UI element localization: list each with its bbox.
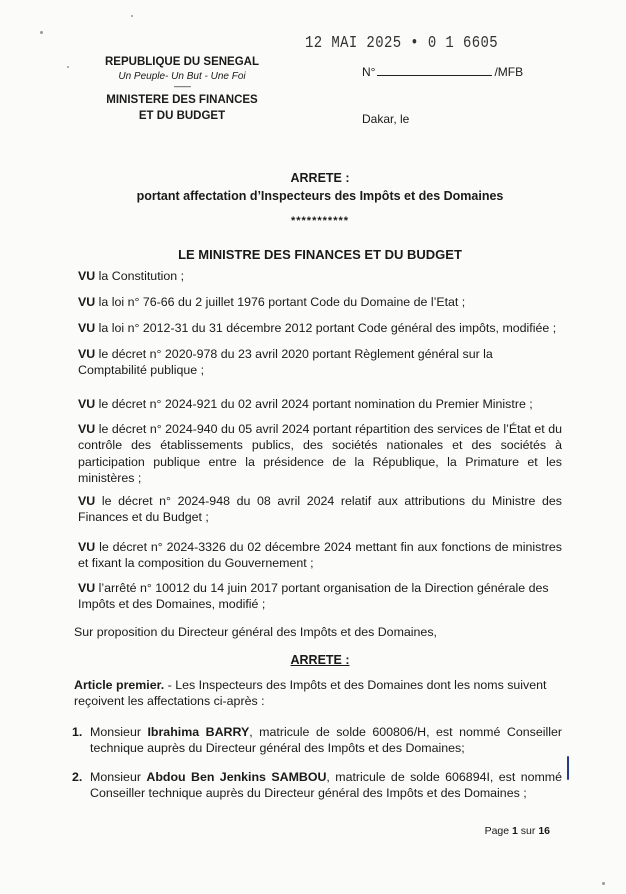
minister-heading: LE MINISTRE DES FINANCES ET DU BUDGET [178, 247, 462, 262]
visa-item [78, 396, 562, 412]
visa-label: VU [78, 321, 96, 335]
reference-prefix: N° [362, 65, 376, 79]
page-footer [485, 825, 550, 839]
visa-text: la loi n° 76-66 du 2 juillet 1976 portant Code du Domaine de l’Etat ; [95, 295, 466, 309]
visa-label: VU [78, 397, 96, 411]
item-number: 2. [72, 770, 83, 784]
reference-number [362, 64, 523, 81]
visa-item [78, 294, 562, 310]
item-title: Monsieur [90, 770, 147, 784]
arrete-heading: ARRETE : [290, 653, 350, 667]
republic-name: REPUBLIQUE DU SENEGAL [105, 56, 259, 68]
item-number: 1. [72, 725, 83, 739]
item-text: , matricule de solde 606894I, est nommé Conseiller technique auprès du Directeur général des Impôts et des Domaines ; [90, 770, 563, 801]
visa-text: le décret n° 2024-940 du 05 avril 2024 portant répartition des services de l’État et du contrôle des établissements publics, des sociétés nationales et des sociétés à participation publique entre la présidence de la République, la Primature et les ministères ; [78, 422, 562, 486]
visa-label: VU [78, 347, 96, 361]
page-sep: sur [517, 825, 539, 837]
list-item [72, 724, 562, 757]
page-current: 1 [512, 825, 518, 837]
article-label: Article premier. [74, 678, 165, 692]
page-label: Page [484, 825, 513, 837]
visa-label: VU [78, 494, 96, 508]
visa-text: le décret n° 2024-3326 du 02 décembre 2024 mettant fin aux fonctions de ministres et fixant la composition du Gouvernement ; [78, 540, 562, 571]
visa-item [78, 493, 562, 526]
reference-blank-line [377, 64, 492, 76]
national-motto: Un Peuple- Un But - Une Foi [118, 71, 246, 83]
person-name: Ibrahima BARRY [147, 725, 250, 739]
article-premier [74, 677, 562, 710]
visa-label: VU [78, 540, 96, 554]
item-title: Monsieur [90, 725, 148, 739]
visa-text: la Constitution ; [95, 269, 185, 283]
pen-mark [567, 756, 569, 780]
ministry-line-1: MINISTERE DES FINANCES [106, 94, 258, 107]
visa-text: le décret n° 2024-948 du 08 avril 2024 relatif aux attributions du Ministre des Finances et du Budget ; [78, 494, 562, 525]
page-total: 16 [538, 825, 550, 837]
visa-item [78, 268, 562, 284]
document-type: ARRETE : [290, 171, 350, 185]
visa-label: VU [78, 269, 96, 283]
visa-item [78, 421, 562, 487]
place-date: Dakar, le [362, 112, 410, 126]
proposal-line: Sur proposition du Directeur général des Impôts et des Domaines, [74, 625, 437, 639]
title-stars: *********** [290, 215, 350, 227]
visa-item [78, 580, 562, 613]
date-stamp: 12 MAI 2025 • 0 1 6605 [305, 34, 499, 53]
article-text: - Les Inspecteurs des Impôts et des Domaines dont les noms suivent reçoivent les affectations ci-après : [74, 678, 547, 709]
ministry-line-2: ET DU BUDGET [138, 109, 226, 122]
visa-item [78, 539, 562, 572]
visa-label: VU [78, 422, 96, 436]
header-separator: ---------- [173, 82, 191, 92]
visa-label: VU [78, 295, 96, 309]
list-item [72, 769, 562, 802]
visa-text: le décret n° 2020-978 du 23 avril 2020 portant Règlement général sur la Comptabilité publique ; [78, 347, 493, 378]
reference-suffix: /MFB [494, 65, 524, 79]
visa-label: VU [78, 581, 96, 595]
visa-item [78, 320, 562, 336]
item-text: , matricule de solde 600806/H, est nommé Conseiller technique auprès du Directeur général des Impôts et des Domaines; [90, 725, 562, 756]
letterhead [92, 55, 272, 124]
visa-text: le décret n° 2024-921 du 02 avril 2024 portant nomination du Premier Ministre ; [95, 397, 533, 411]
person-name: Abdou Ben Jenkins SAMBOU [146, 770, 327, 784]
visa-item [78, 346, 562, 379]
visa-text: l’arrêté n° 10012 du 14 juin 2017 portant organisation de la Direction générale des Impôts et des Domaines, modifié ; [78, 581, 549, 612]
document-subject: portant affectation d’Inspecteurs des Impôts et des Domaines [136, 189, 504, 203]
visa-text: la loi n° 2012-31 du 31 décembre 2012 portant Code général des impôts, modifiée ; [95, 321, 557, 335]
